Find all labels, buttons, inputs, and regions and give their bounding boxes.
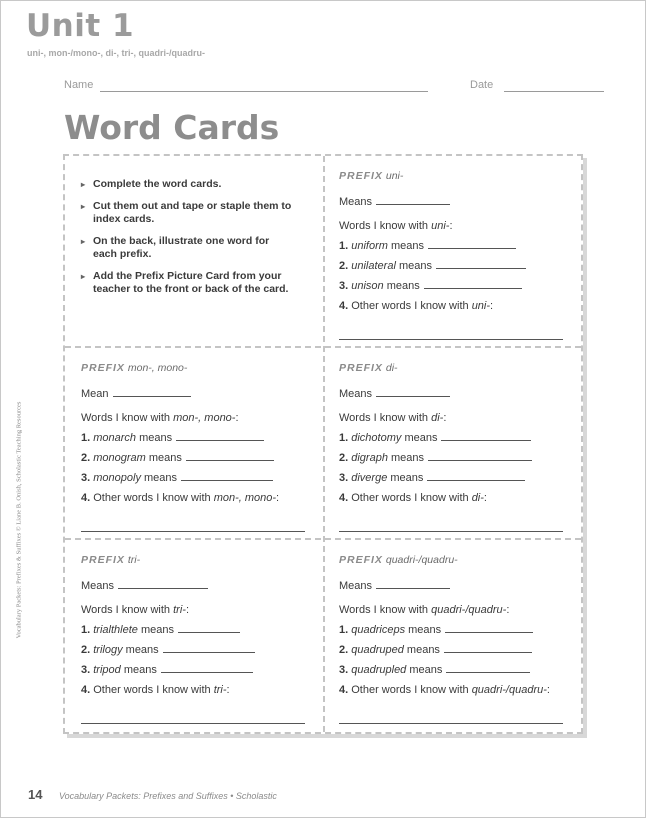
name-label: Name <box>64 79 94 91</box>
other-words-row: 4. Other words I know with tri-: <box>81 684 230 696</box>
answer-blank[interactable] <box>428 247 516 249</box>
word-item: 3. quadrupled means <box>339 660 579 680</box>
answer-blank[interactable] <box>181 479 273 481</box>
word-item: 1. uniform means <box>339 236 579 256</box>
answer-blank[interactable] <box>446 671 530 673</box>
arrow-bullet-icon: ▸ <box>81 272 86 281</box>
word-item: 2. digraph means <box>339 448 579 468</box>
other-words-row: 4. Other words I know with quadri-/quadru-: <box>339 684 550 696</box>
word-item: 2. unilateral means <box>339 256 579 276</box>
means-row: Mean <box>81 384 321 404</box>
means-blank[interactable] <box>376 203 450 205</box>
means-row: Means <box>339 384 579 404</box>
word-item: 2. trilogy means <box>81 640 321 660</box>
unit-title: Unit 1 <box>26 8 135 44</box>
answer-blank[interactable] <box>441 439 531 441</box>
words-intro: Words I know with uni-: <box>339 220 453 232</box>
other-words-row: 4. Other words I know with uni-: <box>339 300 494 312</box>
card-quadri <box>339 554 579 700</box>
other-words-line[interactable] <box>81 530 305 532</box>
instructions-card <box>81 178 296 305</box>
card-di <box>339 362 579 508</box>
page-number: 14 <box>28 787 43 802</box>
other-words-line[interactable] <box>339 338 563 340</box>
means-row: Means <box>81 576 321 596</box>
answer-blank[interactable] <box>445 631 533 633</box>
instruction-item: ▸ On the back, illustrate one word for each prefix. <box>81 235 270 260</box>
other-words-line[interactable] <box>81 722 305 724</box>
word-item: 1. monarch means <box>81 428 321 448</box>
name-field[interactable] <box>100 91 428 92</box>
card-uni <box>339 170 579 316</box>
means-blank[interactable] <box>376 587 450 589</box>
word-item: 3. diverge means <box>339 468 579 488</box>
answer-blank[interactable] <box>178 631 240 633</box>
footer-text: Vocabulary Packets: Prefixes and Suffixes • Scholastic <box>58 791 277 801</box>
card-prefix-heading: PREFIX uni- <box>339 170 404 182</box>
name-date-row <box>64 79 604 95</box>
unit-subtitle: uni-, mon-/mono-, di-, tri-, quadri-/quadru- <box>27 48 205 58</box>
card-prefix-heading: PREFIX tri- <box>81 554 141 566</box>
answer-blank[interactable] <box>186 459 274 461</box>
means-row: Means <box>339 576 579 596</box>
answer-blank[interactable] <box>161 671 253 673</box>
date-field[interactable] <box>504 91 604 92</box>
means-blank[interactable] <box>113 395 191 397</box>
answer-blank[interactable] <box>427 479 525 481</box>
page-title: Word Cards <box>64 108 280 147</box>
instruction-item: ▸ Cut them out and tape or staple them to index cards. <box>81 200 292 225</box>
arrow-bullet-icon: ▸ <box>81 202 86 211</box>
answer-blank[interactable] <box>436 267 526 269</box>
card-prefix-heading: PREFIX mon-, mono- <box>81 362 188 374</box>
instruction-item: ▸ Complete the word cards. <box>81 178 222 190</box>
words-intro: Words I know with di-: <box>339 412 447 424</box>
word-item: 3. tripod means <box>81 660 321 680</box>
answer-blank[interactable] <box>424 287 522 289</box>
instruction-item: ▸ Add the Prefix Picture Card from your teacher to the front or back of the card. <box>81 270 289 295</box>
means-row: Means <box>339 192 579 212</box>
card-mon <box>81 362 321 508</box>
card-tri <box>81 554 321 700</box>
arrow-bullet-icon: ▸ <box>81 180 86 189</box>
word-item: 3. unison means <box>339 276 579 296</box>
word-item: 3. monopoly means <box>81 468 321 488</box>
other-words-row: 4. Other words I know with mon-, mono-: <box>81 492 280 504</box>
card-prefix-heading: PREFIX quadri-/quadru- <box>339 554 458 566</box>
other-words-line[interactable] <box>339 722 563 724</box>
side-credit: Vocabulary Packets: Prefixes & Suffixes © Liane B. Onish, Scholastic Teaching Resources <box>15 401 23 639</box>
word-item: 2. quadruped means <box>339 640 579 660</box>
word-item: 1. trialthlete means <box>81 620 321 640</box>
answer-blank[interactable] <box>444 651 532 653</box>
word-card-grid <box>63 154 583 734</box>
other-words-row: 4. Other words I know with di-: <box>339 492 487 504</box>
other-words-line[interactable] <box>339 530 563 532</box>
date-label: Date <box>470 79 494 91</box>
word-item: 1. quadriceps means <box>339 620 579 640</box>
answer-blank[interactable] <box>163 651 255 653</box>
vertical-cut-line <box>323 156 325 732</box>
words-intro: Words I know with quadri-/quadru-: <box>339 604 510 616</box>
words-intro: Words I know with mon-, mono-: <box>81 412 239 424</box>
horizontal-cut-line-2 <box>65 538 581 540</box>
answer-blank[interactable] <box>176 439 264 441</box>
page-footer <box>28 787 277 802</box>
words-intro: Words I know with tri-: <box>81 604 189 616</box>
means-blank[interactable] <box>376 395 450 397</box>
answer-blank[interactable] <box>428 459 532 461</box>
horizontal-cut-line-1 <box>65 346 581 348</box>
card-prefix-heading: PREFIX di- <box>339 362 398 374</box>
arrow-bullet-icon: ▸ <box>81 237 86 246</box>
word-item: 1. dichotomy means <box>339 428 579 448</box>
means-blank[interactable] <box>118 587 208 589</box>
word-item: 2. monogram means <box>81 448 321 468</box>
